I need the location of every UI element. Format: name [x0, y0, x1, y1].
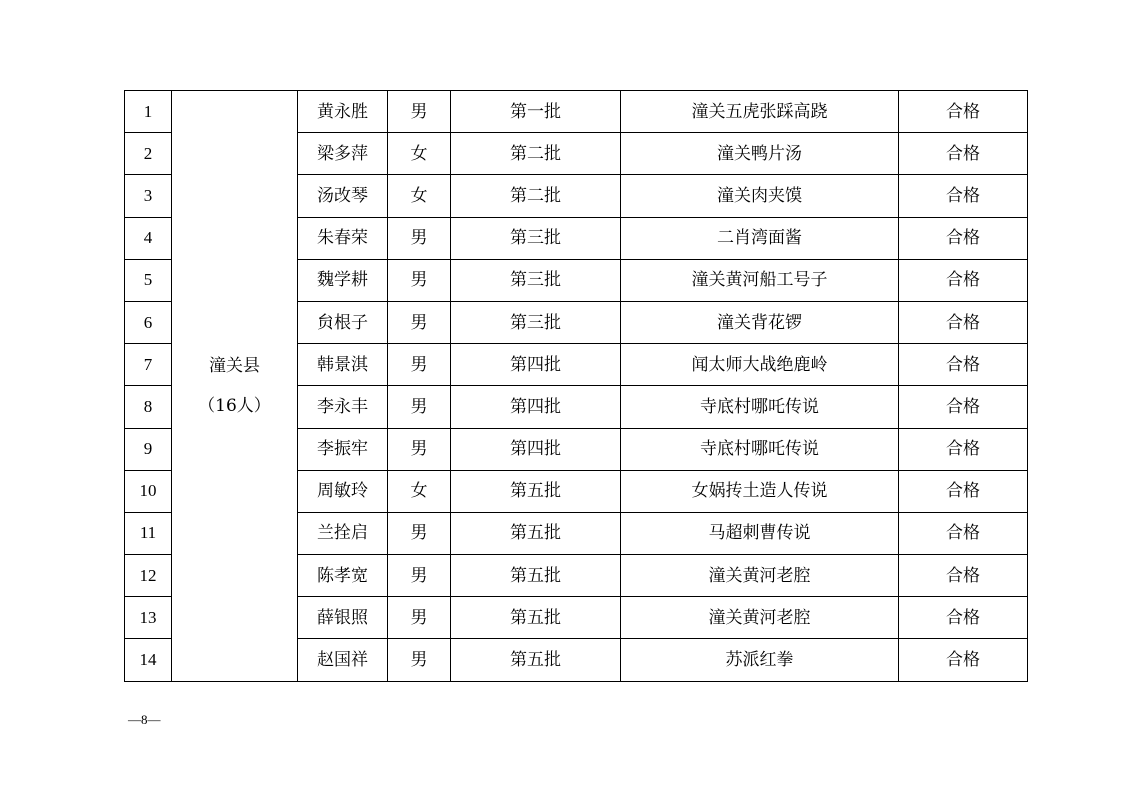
cell-number: 12 [125, 555, 172, 597]
cell-result: 合格 [899, 301, 1028, 343]
cell-name: 魏学耕 [298, 259, 388, 301]
county-cell [172, 91, 298, 682]
cell-result: 合格 [899, 470, 1028, 512]
cell-gender: 男 [388, 344, 451, 386]
cell-batch: 第一批 [451, 91, 621, 133]
cell-gender: 男 [388, 639, 451, 681]
cell-number: 4 [125, 217, 172, 259]
cell-gender: 男 [388, 386, 451, 428]
cell-result: 合格 [899, 259, 1028, 301]
cell-project: 潼关鸭片汤 [621, 133, 899, 175]
cell-batch: 第四批 [451, 386, 621, 428]
cell-project: 潼关五虎张踩高跷 [621, 91, 899, 133]
cell-result: 合格 [899, 175, 1028, 217]
cell-name: 朱春荣 [298, 217, 388, 259]
cell-name: 李振牢 [298, 428, 388, 470]
cell-number: 11 [125, 512, 172, 554]
cell-number: 13 [125, 597, 172, 639]
cell-name: 兰拴启 [298, 512, 388, 554]
cell-batch: 第五批 [451, 512, 621, 554]
cell-gender: 女 [388, 470, 451, 512]
cell-gender: 男 [388, 428, 451, 470]
cell-project: 女娲抟土造人传说 [621, 470, 899, 512]
cell-gender: 男 [388, 91, 451, 133]
cell-result: 合格 [899, 133, 1028, 175]
cell-batch: 第三批 [451, 259, 621, 301]
cell-project: 闻太师大战绝鹿岭 [621, 344, 899, 386]
cell-gender: 女 [388, 175, 451, 217]
cell-result: 合格 [899, 597, 1028, 639]
cell-gender: 男 [388, 259, 451, 301]
cell-number: 1 [125, 91, 172, 133]
cell-batch: 第五批 [451, 639, 621, 681]
cell-name: 陈孝宽 [298, 555, 388, 597]
cell-batch: 第五批 [451, 470, 621, 512]
cell-number: 2 [125, 133, 172, 175]
cell-batch: 第三批 [451, 217, 621, 259]
cell-name: 李永丰 [298, 386, 388, 428]
cell-gender: 男 [388, 301, 451, 343]
cell-name: 韩景淇 [298, 344, 388, 386]
cell-name: 薛银照 [298, 597, 388, 639]
table-body [125, 91, 1028, 682]
cell-project: 马超刺曹传说 [621, 512, 899, 554]
cell-project: 潼关黄河老腔 [621, 597, 899, 639]
cell-number: 14 [125, 639, 172, 681]
cell-result: 合格 [899, 217, 1028, 259]
cell-number: 8 [125, 386, 172, 428]
cell-gender: 男 [388, 512, 451, 554]
cell-number: 3 [125, 175, 172, 217]
cell-gender: 男 [388, 555, 451, 597]
cell-name: 梁多萍 [298, 133, 388, 175]
cell-batch: 第二批 [451, 175, 621, 217]
page-number: —8— [128, 712, 161, 727]
cell-project: 潼关黄河老腔 [621, 555, 899, 597]
cell-result: 合格 [899, 512, 1028, 554]
cell-result: 合格 [899, 639, 1028, 681]
cell-result: 合格 [899, 428, 1028, 470]
cell-number: 5 [125, 259, 172, 301]
cell-name: 黄永胜 [298, 91, 388, 133]
cell-batch: 第四批 [451, 344, 621, 386]
cell-result: 合格 [899, 344, 1028, 386]
cell-project: 潼关肉夹馍 [621, 175, 899, 217]
county-count: （16人） [198, 395, 271, 416]
cell-project: 寺底村哪吒传说 [621, 386, 899, 428]
cell-gender: 男 [388, 217, 451, 259]
cell-project: 寺底村哪吒传说 [621, 428, 899, 470]
table-row [125, 91, 1028, 133]
cell-name: 赵国祥 [298, 639, 388, 681]
cell-name: 贠根子 [298, 301, 388, 343]
cell-batch: 第五批 [451, 597, 621, 639]
cell-result: 合格 [899, 555, 1028, 597]
cell-project: 潼关黄河船工号子 [621, 259, 899, 301]
cell-batch: 第三批 [451, 301, 621, 343]
cell-project: 潼关背花锣 [621, 301, 899, 343]
cell-project: 二肖湾面酱 [621, 217, 899, 259]
cell-number: 6 [125, 301, 172, 343]
cell-result: 合格 [899, 386, 1028, 428]
cell-project: 苏派红拳 [621, 639, 899, 681]
cell-batch: 第四批 [451, 428, 621, 470]
inheritor-table [124, 90, 1028, 682]
county-name: 潼关县 [209, 355, 260, 376]
cell-batch: 第二批 [451, 133, 621, 175]
cell-batch: 第五批 [451, 555, 621, 597]
cell-gender: 男 [388, 597, 451, 639]
cell-gender: 女 [388, 133, 451, 175]
cell-number: 9 [125, 428, 172, 470]
cell-number: 7 [125, 344, 172, 386]
cell-result: 合格 [899, 91, 1028, 133]
cell-name: 汤改琴 [298, 175, 388, 217]
cell-number: 10 [125, 470, 172, 512]
cell-name: 周敏玲 [298, 470, 388, 512]
